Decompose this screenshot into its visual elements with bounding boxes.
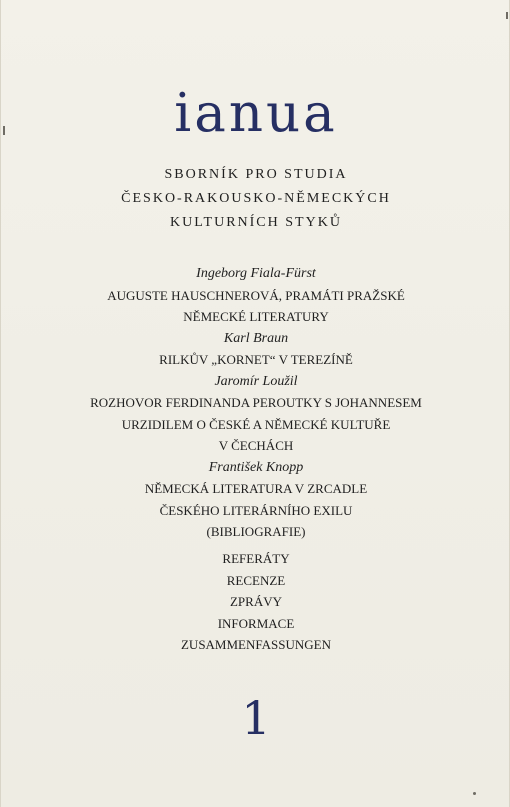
contents-article-line: V ČECHÁCH <box>218 438 294 453</box>
section-item: ZPRÁVY <box>229 594 282 609</box>
subtitle-line: SBORNÍK PRO STUDIA <box>164 167 348 182</box>
contents-article-line: RILKŮV „KORNET“ V TEREZÍNĚ <box>159 352 353 367</box>
journal-title: ianua <box>174 83 338 144</box>
section-item: REFERÁTY <box>222 551 290 566</box>
contents-author: Karl Braun <box>223 330 289 346</box>
table-of-contents <box>1 263 510 543</box>
contents-author: Jaromír Loužil <box>214 373 298 389</box>
contents-article-line: AUGUSTE HAUSCHNEROVÁ, PRAMÁTI PRAŽSKÉ <box>107 287 405 303</box>
contents-article-line: (BIBLIOGRAFIE) <box>206 524 306 539</box>
contents-author: Ingeborg Fiala-Fürst <box>196 266 316 281</box>
contents-article-line: ČESKÉHO LITERÁRNÍHO EXILU <box>159 502 353 518</box>
contents-author: František Knopp <box>208 459 304 475</box>
journal-subtitle <box>1 163 510 235</box>
edge-mark-right <box>506 12 508 19</box>
section-item: RECENZE <box>226 572 286 588</box>
section-item: ZUSAMMENFASSUNGEN <box>180 637 331 652</box>
contents-article-line: ROZHOVOR FERDINANDA PEROUTKY S JOHANNESEM <box>90 395 422 410</box>
subtitle-line: KULTURNÍCH STYKŮ <box>170 215 342 230</box>
contents-article-line: NĚMECKÁ LITERATURA V ZRCADLE <box>144 481 368 496</box>
issue-number: 1 <box>241 691 271 745</box>
section-list <box>1 548 510 656</box>
contents-article-line: URZIDILEM O ČESKÉ A NĚMECKÉ KULTUŘE <box>121 416 391 432</box>
edge-mark-bottom <box>473 792 476 795</box>
contents-article-line: NĚMECKÉ LITERATURY <box>183 309 329 324</box>
section-item: INFORMACE <box>217 615 295 631</box>
subtitle-line: ČESKO-RAKOUSKO-NĚMECKÝCH <box>121 191 391 206</box>
